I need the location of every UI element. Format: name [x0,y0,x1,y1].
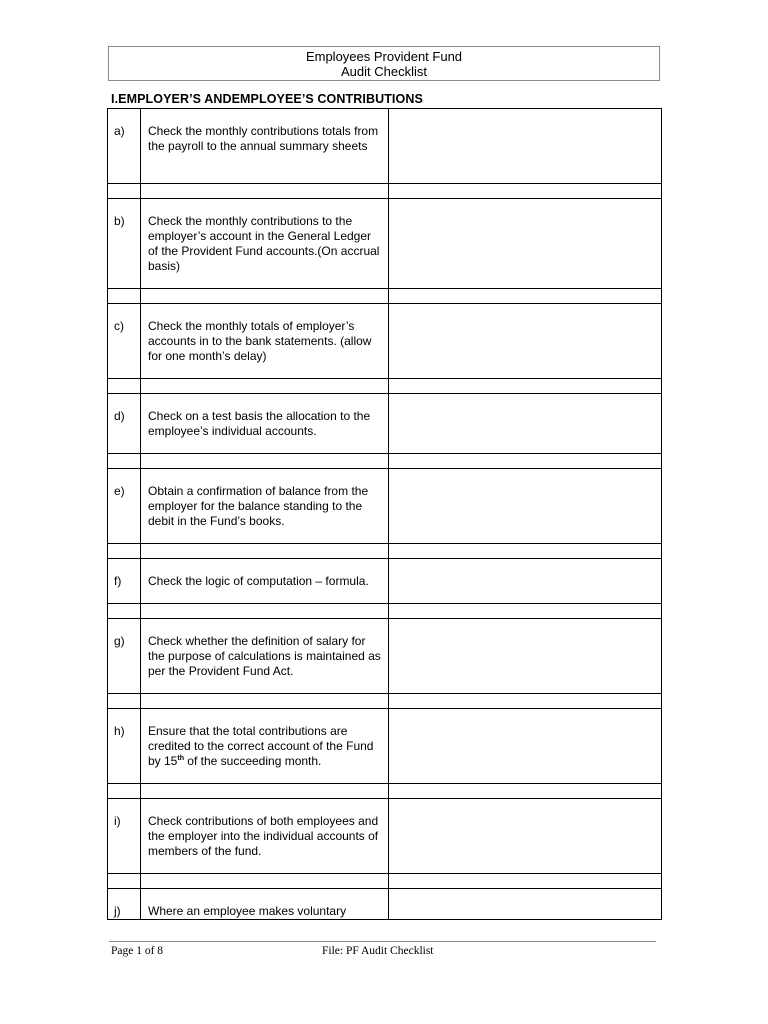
item-text: Check whether the definition of salary for the purpose of calculations is maintained as per the Provident Fund Act. [141,619,389,694]
section-heading: I.EMPLOYER’S ANDEMPLOYEE’S CONTRIBUTIONS [111,92,423,106]
checklist-row [108,559,662,604]
item-text: Check contributions of both employees and the employer into the individual accounts of members of the fund. [141,799,389,874]
spacer-row [108,454,662,469]
checklist-row [108,394,662,454]
item-text: Check the monthly contributions to the employer’s account in the General Ledger of the Provident Fund accounts.(On accrual basis) [141,199,389,289]
checklist-row [108,619,662,694]
spacer-row [108,874,662,889]
checklist-table [107,108,662,920]
footer-divider [109,941,656,942]
document-subtitle: Audit Checklist [341,64,427,79]
spacer-row [108,784,662,799]
spacer-row [108,184,662,199]
spacer-row [108,379,662,394]
item-label: c) [108,304,141,379]
notes-cell [389,799,662,874]
document-title: Employees Provident Fund [305,49,463,64]
checklist-row [108,709,662,784]
item-label: d) [108,394,141,454]
item-label: a) [108,109,141,184]
spacer-row [108,694,662,709]
item-label: e) [108,469,141,544]
notes-cell [389,469,662,544]
item-text: Check the logic of computation – formula. [141,559,389,604]
notes-cell [389,199,662,289]
checklist-row [108,469,662,544]
file-name: File: PF Audit Checklist [322,945,434,957]
item-text: Check the monthly totals of employer’s accounts in to the bank statements. (allow for one month’s delay) [141,304,389,379]
item-text: Where an employee makes voluntary [141,889,389,920]
notes-cell [389,559,662,604]
notes-cell [389,109,662,184]
item-label: j) [108,889,141,920]
item-text: Obtain a confirmation of balance from the employer for the balance standing to the debit in the Fund’s books. [141,469,389,544]
notes-cell [389,304,662,379]
item-text: Check the monthly contributions totals from the payroll to the annual summary sheets [141,109,389,184]
checklist-row [108,304,662,379]
document-title-box [108,46,660,81]
spacer-row [108,544,662,559]
item-label: i) [108,799,141,874]
item-label: b) [108,199,141,289]
notes-cell [389,709,662,784]
item-label: g) [108,619,141,694]
spacer-row [108,604,662,619]
item-text [141,709,389,784]
item-label: h) [108,709,141,784]
notes-cell [389,394,662,454]
item-text: Check on a test basis the allocation to the employee’s individual accounts. [141,394,389,454]
spacer-row [108,289,662,304]
notes-cell [389,889,662,920]
checklist-row [108,799,662,874]
page-number: Page 1 of 8 [111,945,164,957]
checklist-row [108,889,662,920]
checklist-row [108,199,662,289]
item-text-part: of the succeeding month. [183,754,322,768]
checklist-row [108,109,662,184]
item-text-part: Ensure that the total contributions are credited to the correct account of the Fund by 15 [148,724,374,768]
notes-cell [389,619,662,694]
item-label: f) [108,559,141,604]
superscript-suffix: th [177,755,184,762]
